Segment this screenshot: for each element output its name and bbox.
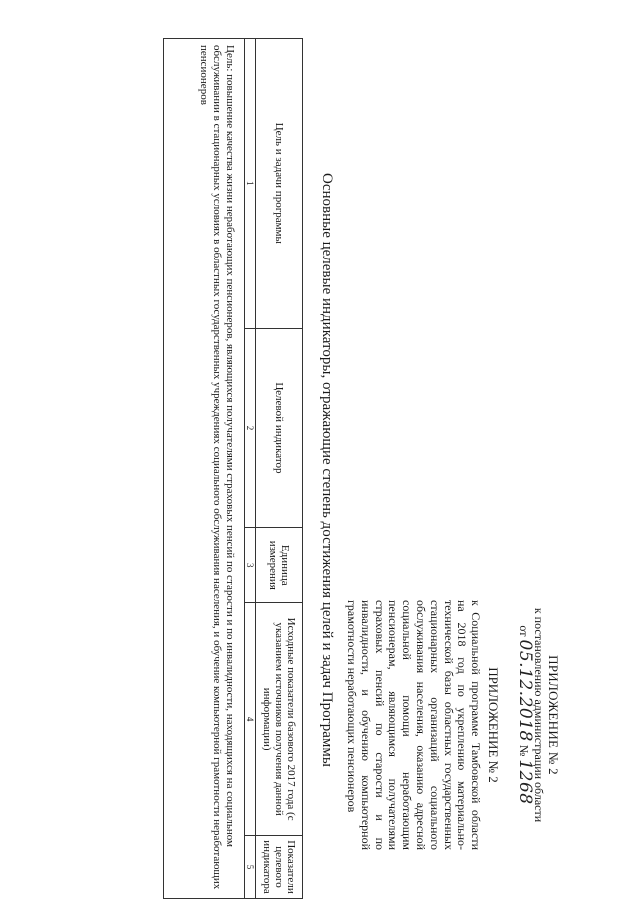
annex-header	[517, 605, 560, 825]
date-prefix: от	[517, 625, 531, 637]
header-target: Показатели целевого индикатора	[256, 835, 303, 898]
number-prefix: №	[517, 744, 531, 757]
column-number: 2	[245, 328, 256, 528]
column-number: 1	[245, 39, 256, 329]
indicators-table	[163, 38, 303, 899]
annex-header-title: ПРИЛОЖЕНИЕ № 2	[546, 655, 561, 775]
table-header-row	[256, 39, 303, 899]
handwritten-date: 05.12.2018	[515, 639, 535, 742]
program-annex-block	[344, 600, 500, 850]
handwritten-number: 1268	[515, 759, 535, 805]
column-number: 5	[245, 835, 256, 898]
header-indicator: Целевой индикатор	[256, 328, 303, 528]
annex-header-line: к постановлению администрации области	[532, 607, 546, 823]
annex-date-row	[515, 605, 535, 825]
table-number-row	[245, 39, 256, 899]
program-annex-text: к Социальной программе Тамбовской области на 2018 год по укреплению материально-технической базы областных государственных стационарных организаций социального обслуживания населения, оказанию адресной социальной помощи неработающим пенсионерам, являющимся получателями страховых пенсий по старости и по инвалидности, и обучению компьютерной грамотности неработающих пенсионеров	[345, 600, 484, 850]
column-number: 3	[245, 528, 256, 603]
goal-text: Цель: повышение качества жизни неработающих пенсионеров, являющихся получателями страховых пенсий по старости и по инвалидности, находящихся на социальном обслуживании в стационарных условиях в областных государственных учреждениях социального обслуживания населения, и обучение компьютерной грамотности неработающих пенсионеров	[164, 39, 245, 899]
table-row	[164, 39, 245, 899]
header-goal: Цель и задачи программы	[256, 39, 303, 329]
program-annex-title: ПРИЛОЖЕНИЕ № 2	[486, 667, 501, 783]
header-baseline: Исходные показатели базового 2017 года (с указанием источников получения данной информации)	[256, 603, 303, 836]
column-number: 4	[245, 603, 256, 836]
section-title: Основные целевые индикаторы, отражающие степень достижения целей и задач Программы	[319, 172, 335, 767]
header-unit: Единица измерения	[256, 528, 303, 603]
